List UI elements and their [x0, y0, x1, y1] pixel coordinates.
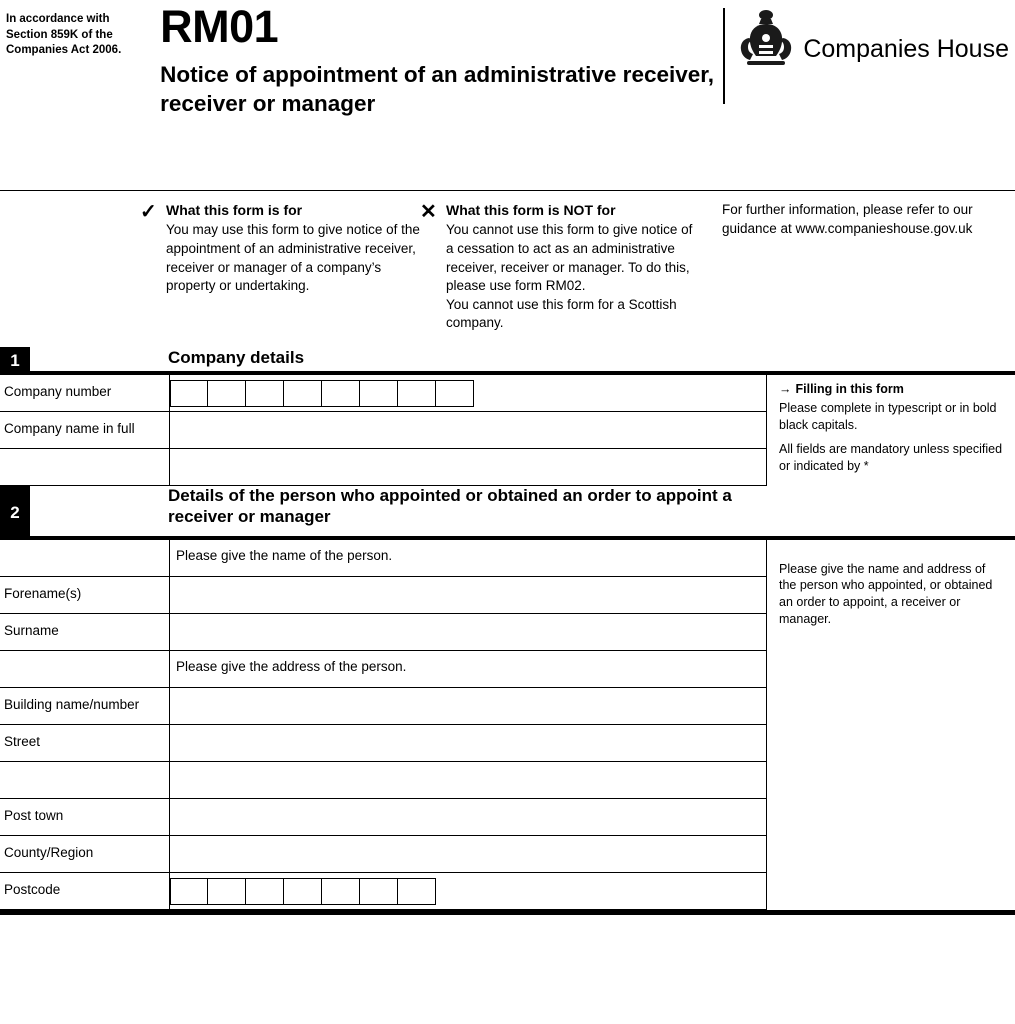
forename-row: [0, 577, 766, 614]
brand-name: Companies House: [803, 35, 1009, 63]
company-number-label: Company number: [0, 375, 170, 411]
section-2-guidance: [766, 540, 1015, 910]
guidance-paragraph-1: Please complete in typescript or in bold black capitals.: [779, 400, 997, 432]
info-what-form-is-for: [140, 201, 420, 333]
company-number-cell[interactable]: [360, 380, 398, 407]
postcode-row: [0, 873, 766, 910]
section-1-number: 1: [0, 347, 30, 375]
street-label-blank: [0, 762, 170, 798]
royal-crest-icon: [739, 8, 793, 68]
post-town-input[interactable]: [170, 799, 766, 835]
company-name-input-2[interactable]: [170, 449, 766, 485]
postcode-cell[interactable]: [170, 878, 208, 905]
info-further-information: [722, 201, 982, 333]
section-2-fields: [0, 540, 766, 910]
company-name-label: Company name in full: [0, 412, 170, 448]
postcode-label: Postcode: [0, 873, 170, 909]
company-number-cell[interactable]: [170, 380, 208, 407]
company-name-row-2: [0, 449, 766, 486]
cross-icon: ✕: [420, 201, 437, 223]
info-what-form-is-not-for: [420, 201, 700, 333]
title-block: [148, 1, 717, 119]
info-not-for-text: You cannot use this form to give notice of a cessation to act as an administrative receiver, receiver or manager. To do this, please use form RM02.: [446, 222, 693, 294]
postcode-cell[interactable]: [284, 878, 322, 905]
company-number-cell[interactable]: [322, 380, 360, 407]
street-row: [0, 725, 766, 762]
name-instruction: Please give the name of the person.: [176, 548, 393, 564]
form-code: RM01: [160, 1, 279, 52]
surname-label: Surname: [0, 614, 170, 650]
street-label: Street: [0, 725, 170, 761]
name-instruction-spacer: [0, 540, 170, 576]
street-row-2: [0, 762, 766, 799]
name-instruction-row: [0, 540, 766, 577]
section-2-title: Details of the person who appointed or obtained an order to appoint a receiver or manager: [168, 486, 732, 526]
postcode-input[interactable]: [170, 873, 766, 909]
street-input[interactable]: [170, 725, 766, 761]
info-not-for-text-2: You cannot use this form for a Scottish company.: [446, 296, 677, 331]
postcode-cell[interactable]: [322, 878, 360, 905]
forename-label: Forename(s): [0, 577, 170, 613]
section-1-title: Company details: [168, 348, 305, 368]
post-town-row: [0, 799, 766, 836]
section-2-body: [0, 540, 1015, 910]
post-town-label: Post town: [0, 799, 170, 835]
county-region-row: [0, 836, 766, 873]
section-1-fields: [0, 375, 766, 486]
building-input[interactable]: [170, 688, 766, 724]
postcode-cell[interactable]: [360, 878, 398, 905]
section-2-bar: [0, 486, 1015, 540]
company-number-input[interactable]: [170, 375, 766, 411]
info-row: [0, 191, 1015, 347]
accordance-note: In accordance with Section 859K of the Companies Act 2006.: [6, 13, 122, 57]
info-further-text: For further information, please refer to our guidance at www.companieshouse.gov.uk: [722, 202, 973, 236]
company-name-row: [0, 412, 766, 449]
form-title: Notice of appointment of an administrative receiver, receiver or manager: [160, 62, 715, 116]
section-2-guidance-text: Please give the name and address of the person who appointed, or obtained an order to appoint, a receiver or manager.: [779, 561, 993, 627]
company-number-cell[interactable]: [246, 380, 284, 407]
forename-input[interactable]: [170, 577, 766, 613]
company-name-input[interactable]: [170, 412, 766, 448]
company-number-row: [0, 375, 766, 412]
guidance-paragraph-2: All fields are mandatory unless specified or indicated by *: [779, 442, 1003, 474]
company-number-cell[interactable]: [284, 380, 322, 407]
building-row: [0, 688, 766, 725]
company-name-label-blank: [0, 449, 170, 485]
section-1-guidance: [766, 375, 1015, 486]
county-region-input[interactable]: [170, 836, 766, 872]
postcode-cell[interactable]: [246, 878, 284, 905]
surname-row: [0, 614, 766, 651]
section-2-number: 2: [0, 486, 30, 540]
building-label: Building name/number: [0, 688, 170, 724]
guidance-heading: Filling in this form: [795, 382, 904, 397]
address-instruction: Please give the address of the person.: [176, 659, 407, 675]
postcode-cell[interactable]: [398, 878, 436, 905]
address-instruction-row: [0, 651, 766, 688]
address-instruction-spacer: [0, 651, 170, 687]
bottom-rule: [0, 910, 1015, 915]
county-region-label: County/Region: [0, 836, 170, 872]
arrow-icon: →: [779, 382, 792, 397]
company-number-cell[interactable]: [436, 380, 474, 407]
postcode-cell[interactable]: [208, 878, 246, 905]
info-for-heading: What this form is for: [166, 202, 303, 218]
company-number-cell[interactable]: [398, 380, 436, 407]
info-not-for-heading: What this form is NOT for: [446, 202, 616, 218]
section-1-body: [0, 375, 1015, 486]
info-for-text: You may use this form to give notice of the appointment of an administrative receiver, receiver or manager of a company’s property or undertaking.: [166, 222, 420, 294]
check-icon: ✓: [140, 201, 157, 223]
info-spacer: [6, 201, 140, 333]
surname-input[interactable]: [170, 614, 766, 650]
company-number-cell[interactable]: [208, 380, 246, 407]
section-1-bar: [0, 347, 1015, 375]
companies-house-brand: [723, 8, 1009, 104]
street-input-2[interactable]: [170, 762, 766, 798]
form-header: [0, 0, 1015, 190]
